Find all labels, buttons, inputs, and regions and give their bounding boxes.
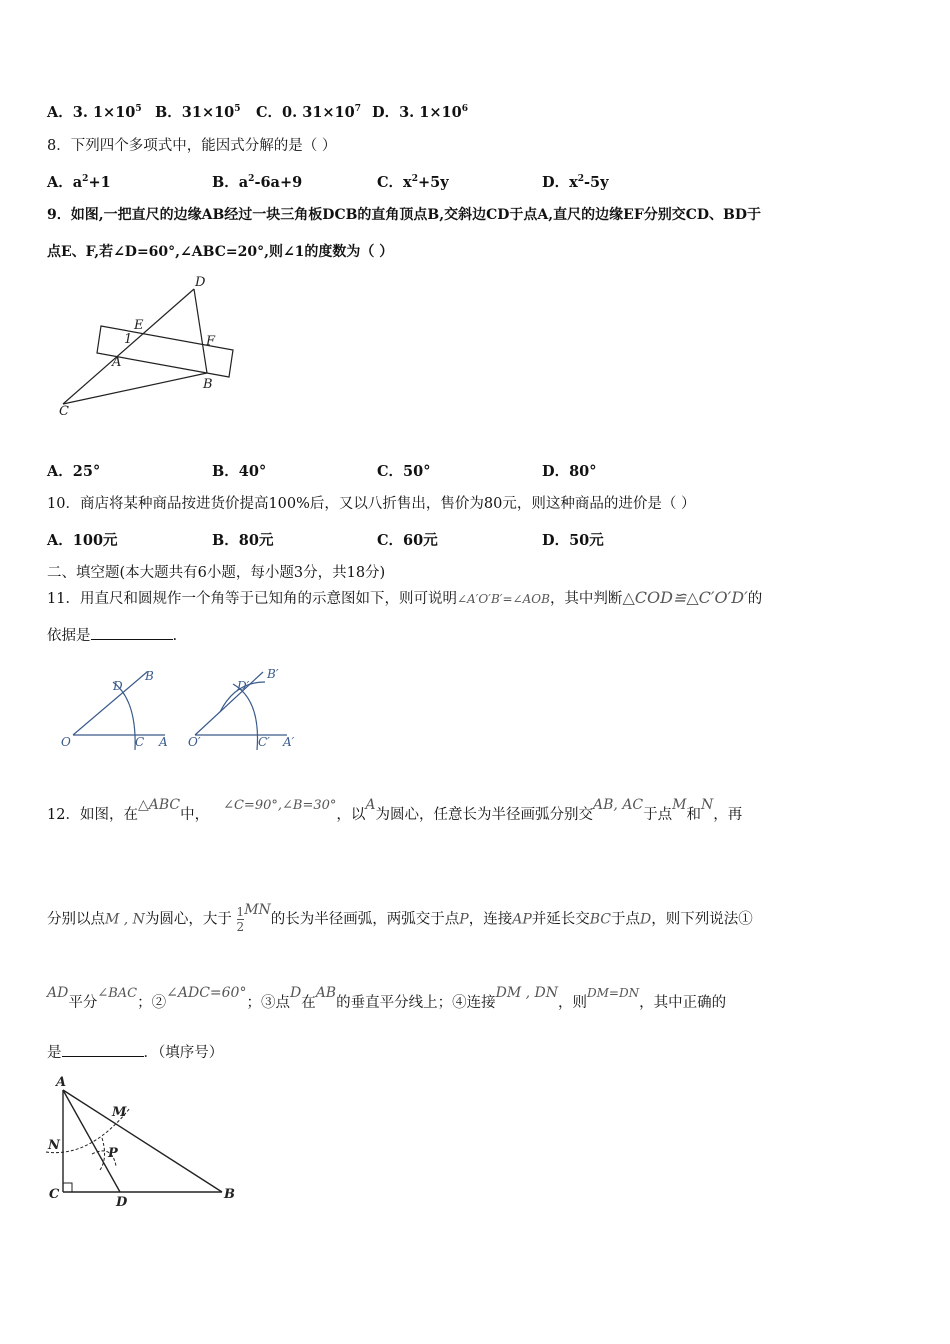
label-O-prime: O′ [188, 735, 201, 749]
q7-option-c: C．0. $31\times 10^7$ [256, 104, 362, 121]
q8-option-a: A．$a^2+1$ [47, 174, 111, 191]
ray-O2B2 [195, 672, 263, 735]
q7-option-b: B．$31\times 10^5$ [155, 104, 241, 121]
q10-option-c: C．60元 [377, 532, 438, 549]
label-B-prime: B′ [267, 667, 279, 681]
q9-option-d: D．80° [542, 463, 597, 480]
label-C: C [49, 1187, 60, 1202]
q8-option-b: B．$a^2-6a+9$ [212, 174, 303, 191]
label-M: M [112, 1105, 127, 1120]
right-angle-mark [63, 1183, 72, 1192]
q9-option-b: B．40° [212, 463, 267, 480]
label-1: 1 [124, 332, 133, 347]
arc-P1 [100, 1138, 105, 1170]
label-C: C [59, 404, 69, 419]
q8-option-d: D．$x^2-5y$ [542, 174, 609, 191]
label-D: D [116, 1195, 128, 1210]
label-B: B [224, 1187, 235, 1202]
label-A-prime: A′ [283, 735, 295, 749]
label-B: B [203, 377, 213, 392]
q12-stem-line3: AD平分∠BAC；②∠ADC=60°；③点D在AB的垂直平分线上；④连接DM , DN，则$^{DM=DN}$，其中正确的 [47, 985, 727, 1011]
label-A: A [112, 355, 122, 370]
ray-OB [73, 672, 147, 735]
q10-option-a: A．100元 [47, 532, 118, 549]
label-A: A [159, 735, 168, 749]
q10-option-b: B．80元 [212, 532, 274, 549]
label-C: C [135, 735, 145, 749]
arc-C2D2 [233, 684, 258, 750]
q11-figure [55, 660, 305, 755]
label-A: A [56, 1075, 67, 1090]
q12-stem-line1: 12．如图，在△ABC中，∠C=90°,∠B=30°，以A为圆心，任意长为半径画弧分别交AB, AC于点M和N，再 [47, 797, 743, 823]
label-E: E [134, 318, 144, 333]
label-C-prime: C′ [258, 735, 270, 749]
section-heading: 二、填空题(本大题共有6小题，每小题3分，共18分) [47, 565, 386, 581]
q12-stem-line2: 分别以点M , N为圆心，大于 $\frac{1}{2}$ MN的长为半径画弧，两弧交于点P，连接AP并延长交BC于点D，则下列说法① [47, 901, 753, 934]
q10-stem: 10．商店将某种商品按进货价提高100%后，又以八折售出，售价为80元，则这种商品的进价是（ ） [47, 496, 696, 512]
q10-option-d: D．50元 [542, 532, 604, 549]
q11-stem-line1: 11．用直尺和圆规作一个角等于已知角的示意图如下，则可说明∠A′O′B′=∠AOB，其中判断△COD≌△C′O′D′的 [47, 588, 763, 607]
label-D: D [113, 679, 123, 693]
q11-math-angle: ∠A′O′B′=∠AOB [456, 592, 550, 606]
q12-figure [40, 1070, 250, 1210]
q11-stem-line2: 依据是 . [47, 625, 177, 646]
label-D: D [195, 275, 206, 290]
label-F: F [206, 334, 216, 349]
segment-DB [194, 289, 207, 373]
q8-stem: 8．下列四个多项式中，能因式分解的是（ ） [47, 138, 337, 154]
q7-option-a: A．3. $1\times 10^5$ [47, 104, 142, 121]
q9-stem-line2: 点E、F,若∠D=60°,∠ABC=20°,则∠1的度数为（ ） [47, 244, 394, 260]
q9-option-a: A．25° [47, 463, 101, 480]
q9-figure [55, 272, 245, 422]
q11-answer-blank[interactable] [91, 625, 173, 640]
label-O: O [61, 735, 71, 749]
q7-option-d: D．3. $1\times 10^6$ [372, 104, 468, 121]
segment-AB [63, 1090, 222, 1192]
q8-option-c: C．$x^2+5y$ [377, 174, 449, 191]
q11-math-congruent: △COD≌△C′O′D′ [622, 588, 748, 607]
label-B: B [145, 669, 154, 683]
label-N: N [48, 1138, 60, 1153]
q9-option-c: C．50° [377, 463, 431, 480]
q9-stem-line1: 9．如图,一把直尺的边缘AB经过一块三角板DCB的直角顶点B,交斜边CD于点A,直尺的边缘EF分别交CD、BD于 [47, 207, 762, 223]
q12-answer-blank[interactable] [62, 1042, 144, 1057]
label-P: P [108, 1146, 118, 1161]
segment-CB [63, 373, 207, 404]
label-D-prime: D′ [237, 679, 250, 693]
q12-stem-line4: 是 ．（填序号） [47, 1042, 223, 1063]
fraction-half: $\frac{1}{2}$ [236, 905, 245, 934]
